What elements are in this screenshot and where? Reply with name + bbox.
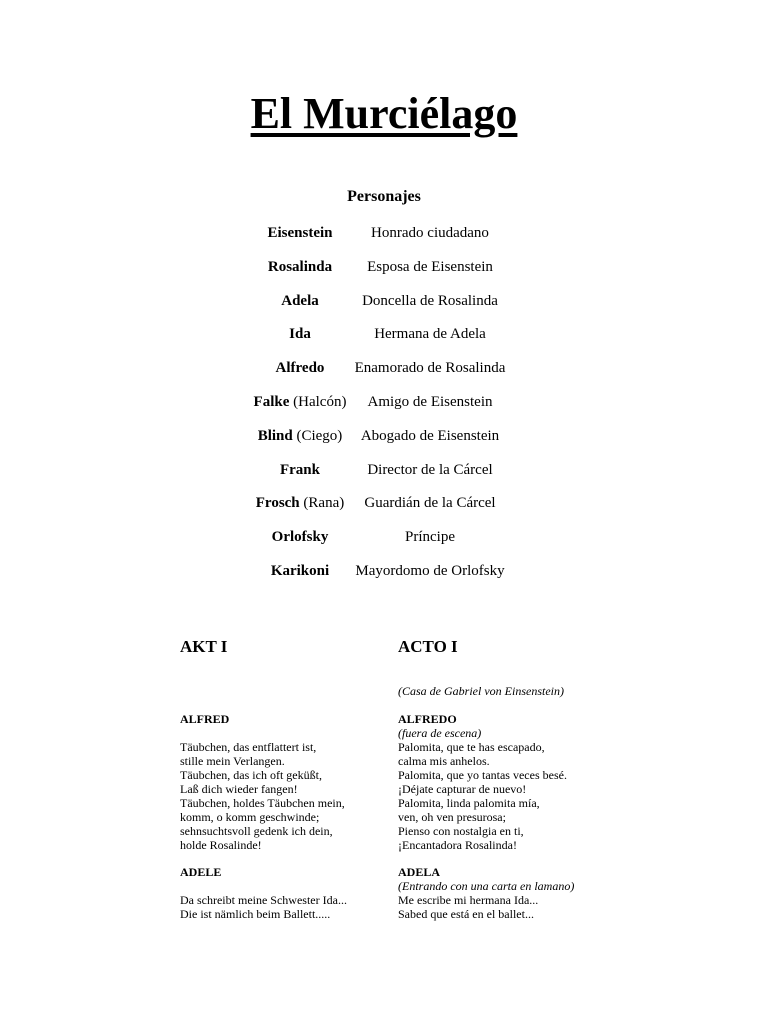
- verse-line: Sabed que está en el ballet...: [398, 907, 534, 921]
- cast-name-main: Rosalinda: [267, 258, 333, 275]
- speaker-name: ADELA: [398, 865, 441, 879]
- cast-row: [0, 495, 768, 515]
- cast-name-main: Orlofsky: [271, 529, 329, 546]
- verse-line: Da schreibt meine Schwester Ida...: [180, 893, 347, 907]
- verse-line: Palomita, linda palomita mía,: [398, 796, 540, 810]
- scene-direction: (Casa de Gabriel von Einsenstein): [398, 684, 564, 698]
- cast-row: [0, 360, 768, 380]
- cast-description: Príncipe: [405, 529, 455, 546]
- cast-name-main: Frank: [279, 461, 320, 478]
- cast-name-main: Blind: [257, 427, 293, 444]
- cast-description: Doncella de Rosalinda: [362, 292, 498, 309]
- cast-row: [0, 428, 768, 448]
- verse-line: ven, oh ven presurosa;: [398, 810, 506, 824]
- german-verse-adele: [180, 865, 347, 921]
- speaker-name: ALFRED: [180, 712, 230, 726]
- verse-line: Laß dich wieder fangen!: [180, 782, 298, 796]
- cast-description: Mayordomo de Orlofsky: [355, 563, 505, 579]
- spanish-act-heading: ACTO I: [398, 637, 458, 656]
- cast-name-translation: (Rana): [299, 495, 345, 512]
- verse-line: ¡Encantadora Rosalinda!: [398, 838, 517, 852]
- speaker-name: ALFREDO: [398, 712, 457, 726]
- cast-description: Enamorado de Rosalinda: [354, 360, 506, 377]
- verse-line: Palomita, que te has escapado,: [398, 740, 545, 754]
- stage-direction: (fuera de escena): [398, 726, 482, 740]
- spanish-scene-direction: [398, 684, 564, 698]
- spanish-verse-alfredo: [398, 712, 567, 852]
- cast-description: Esposa de Eisenstein: [367, 258, 493, 275]
- verse-line: holde Rosalinde!: [180, 838, 262, 852]
- verse-line: sehnsuchtsvoll gedenk ich dein,: [180, 824, 333, 838]
- stage-direction: (Entrando con una carta en lamano): [398, 879, 575, 893]
- cast-row: [0, 259, 768, 279]
- cast-name-translation: (Ciego): [292, 427, 343, 444]
- verse-line: Palomita, que yo tantas veces besé.: [398, 768, 567, 782]
- cast-name-main: Ida: [289, 326, 311, 343]
- cast-description: Director de la Cárcel: [367, 461, 493, 478]
- cast-description: Hermana de Adela: [374, 326, 486, 343]
- verse-line: Täubchen, das entflattert ist,: [180, 740, 317, 754]
- cast-name-main: Alfredo: [275, 360, 325, 377]
- verse-line: Täubchen, das ich oft geküßt,: [180, 768, 322, 782]
- cast-row: [0, 293, 768, 313]
- cast-row: [0, 529, 768, 549]
- cast-description: Abogado de Eisenstein: [360, 427, 500, 444]
- cast-row: [0, 462, 768, 482]
- cast-description: Guardián de la Cárcel: [364, 495, 496, 512]
- verse-line: komm, o komm geschwinde;: [180, 810, 320, 824]
- verse-line: Die ist nämlich beim Ballett.....: [180, 907, 331, 921]
- cast-row: [0, 394, 768, 414]
- spanish-verse-adela: [398, 865, 574, 921]
- verse-line: Pienso con nostalgia en ti,: [398, 824, 524, 838]
- verse-line: stille mein Verlangen.: [180, 754, 285, 768]
- verse-line: Me escribe mi hermana Ida...: [398, 893, 539, 907]
- cast-row: [0, 225, 768, 245]
- german-act-heading: AKT I: [180, 637, 228, 656]
- cast-description: Amigo de Eisenstein: [367, 394, 493, 410]
- cast-name-translation: (Halcón): [289, 394, 347, 410]
- cast-name-main: Falke: [253, 394, 290, 410]
- cast-name-main: Frosch: [255, 495, 300, 512]
- cast-heading: Personajes: [347, 188, 421, 205]
- verse-line: calma mis anhelos.: [398, 754, 490, 768]
- cast-row: [0, 563, 768, 583]
- verse-line: Täubchen, holdes Täubchen mein,: [180, 796, 345, 810]
- cast-name-main: Eisenstein: [267, 225, 333, 241]
- page-title: El Murciélago: [250, 89, 518, 138]
- cast-name-main: Adela: [281, 292, 319, 309]
- speaker-name: ADELE: [180, 865, 222, 879]
- cast-row: [0, 326, 768, 346]
- cast-name-main: Karikoni: [270, 563, 330, 579]
- verse-line: ¡Déjate capturar de nuevo!: [398, 782, 527, 796]
- cast-description: Honrado ciudadano: [371, 225, 489, 241]
- german-verse-alfred: [180, 712, 345, 852]
